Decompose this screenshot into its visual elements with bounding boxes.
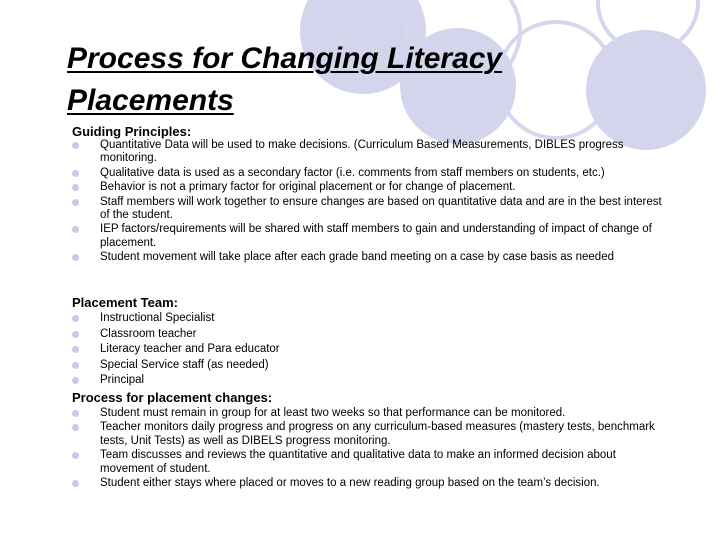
bullet-icon [72,226,79,233]
bullet-icon [72,199,79,206]
bullet-icon [72,377,79,384]
process-changes-heading: Process for placement changes: [72,390,273,405]
guiding-principles-list [72,139,672,266]
list-item [72,328,672,341]
list-item-text: Principal [100,374,145,386]
bullet-icon [72,410,79,417]
list-item-text: Student movement will take place after each grade band meeting on a case by case basis as needed [100,251,614,264]
list-item [72,251,672,264]
bullet-icon [72,480,79,487]
bullet-icon [72,424,79,431]
bullet-icon [72,315,79,322]
list-item-text: Staff members will work together to ensure changes are based on quantitative data and are in the best interest of the student. [100,195,662,222]
list-item [72,374,672,387]
placement-team-heading: Placement Team: [72,295,178,310]
list-item [72,223,672,250]
list-item [72,139,672,166]
list-item-text: Literacy teacher and Para educator [100,343,280,355]
bullet-icon [72,331,79,338]
guiding-principles-heading: Guiding Principles: [72,124,192,139]
list-item-text: IEP factors/requirements will be shared with staff members to gain and understanding of impact of change of placement. [100,223,652,249]
list-item [72,407,672,420]
bullet-icon [72,142,79,149]
placement-team-list [72,312,672,390]
bullet-icon [72,362,79,369]
list-item [72,449,672,476]
list-item [72,312,672,325]
bullet-icon [72,346,79,353]
list-item [72,196,672,223]
list-item [72,167,672,180]
list-item [72,359,672,372]
list-item-text: Instructional Specialist [100,312,215,324]
slide-title-line-1: Process for Changing Literacy [67,42,503,75]
list-item-text: Student either stays where placed or moves to a new reading group based on the team’s decision. [100,477,600,490]
slide-title-line-2: Placements [67,84,234,117]
list-item-text: Teacher monitors daily progress and progress on any curriculum-based measures (mastery tests, benchmark tests, Unit Tests) as well as DIBELS progress monitoring. [100,421,655,447]
process-changes-list [72,407,672,491]
bullet-icon [72,170,79,177]
list-item-text: Qualitative data is used as a secondary factor (i.e. comments from staff members on students, etc.) [100,166,605,179]
list-item-text: Special Service staff (as needed) [100,358,269,371]
list-item-text: Student must remain in group for at least two weeks so that performance can be monitored. [100,407,566,419]
list-item-text: Classroom teacher [100,327,197,340]
list-item [72,421,672,448]
list-item-text: Quantitative Data will be used to make decisions. (Curriculum Based Measurements, DIBLES progress monitoring. [100,139,624,165]
list-item [72,181,672,194]
list-item [72,343,672,356]
bullet-icon [72,254,79,261]
list-item-text: Behavior is not a primary factor for original placement or for change of placement. [100,181,516,194]
bullet-icon [72,184,79,191]
bullet-icon [72,452,79,459]
list-item-text: Team discusses and reviews the quantitative and qualitative data to make an informed decision about movement of student. [100,449,616,475]
list-item [72,477,672,490]
